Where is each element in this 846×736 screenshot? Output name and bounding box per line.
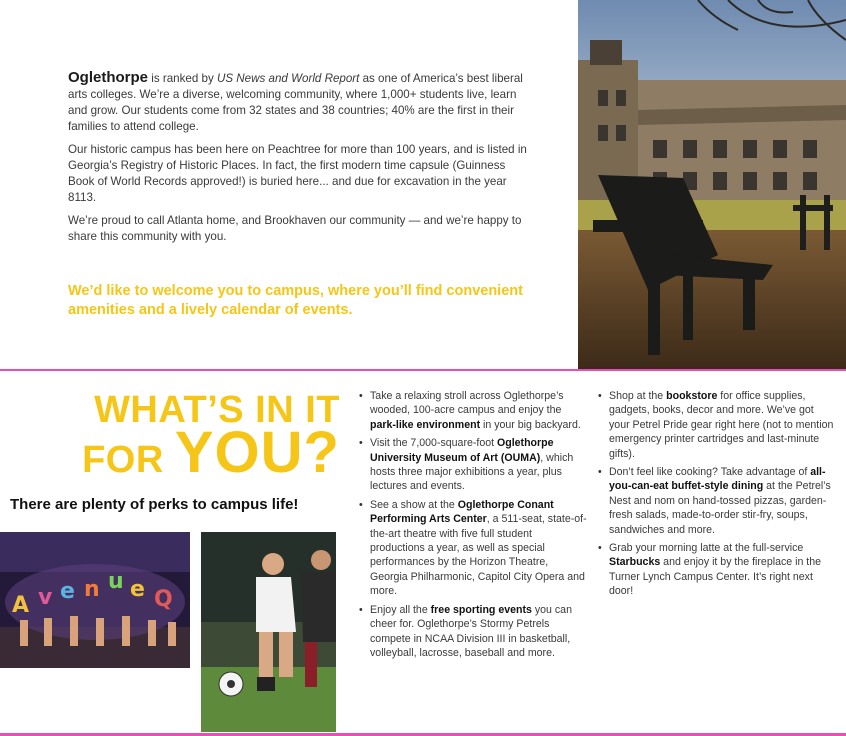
list-item: • Enjoy all the free sporting events you can cheer for. Oglethorpe’s Stormy Petrels compete in NCAA Division III in basketball, volleyball, lacrosse, baseball and more. [358,603,588,661]
stage-letter: e [130,577,145,602]
headline-line-2 [60,420,340,485]
list-item: • Shop at the bookstore for office supplies, gadgets, books, decor and more. We’ve got your Petrel Pride gear right here (not to mention emergency printer cartridges and last-minute gifts). [597,389,837,461]
intro-p1-text-a: is ranked by [148,72,217,85]
headline-line-1: WHAT’S IN IT [94,389,340,431]
intro-paragraph-2: Our historic campus has been here on Peachtree for more than 100 years, and is listed in Georgia’s Registry of Historic Places. In fact, the first modern time capsule (Guinness Book of World Records approved!) is buried here... and due for excavation in the year 8113. [68,143,527,204]
intro-paragraph-3: We’re proud to call Atlanta home, and Brookhaven our community — and we’re happy to share this community with you. [68,214,522,243]
list-item: • Take a relaxing stroll across Oglethorpe’s wooded, 100-acre campus and enjoy the park-like environment in your big backyard. [358,389,588,432]
theatre-photo [0,532,190,668]
list-item: • Visit the 7,000-square-foot Oglethorpe University Museum of Art (OUMA), which hosts three major exhibitions a year, plus lectures and events. [358,436,588,494]
stage-letter: Q [154,587,173,612]
amenities-list-1 [358,389,588,660]
stage-letter: e [60,579,75,604]
intro-publication: US News and World Report [216,72,360,85]
amenities-column-1 [358,389,588,664]
soccer-photo [201,532,336,732]
welcome-callout: We’d like to welcome you to campus, where you’ll find convenient amenities and a lively calendar of events. [68,283,523,318]
intro-p1-text-b: as one of America’s best liberal arts colleges. We’re a diverse, welcoming community, where 1,000+ students live, learn and grow. Our students come from 32 states and 38 countries; 40% are the first in their families to attend college. [68,72,523,133]
brand-name: Oglethorpe [68,69,149,86]
stage-letter: A [12,593,30,618]
headline-you: YOU? [174,420,340,485]
list-item: • Grab your morning latte at the full-service Starbucks and enjoy it by the fireplace in the Turner Lynch Campus Center. It’s right next door! [597,541,837,599]
stage-letter: n [84,577,100,602]
amenities-column-2 [597,389,837,603]
headline-for: FOR [82,439,175,481]
stage-letter: u [108,569,124,594]
intro-paragraph-1 [68,70,528,135]
list-item: • See a show at the Oglethorpe Conant Performing Arts Center, a 511-seat, state-of-the-art theatre with five full student productions a year, as well as special performances by the Horizon Theatre, Georgia Philharmonic, Capitol City Opera and more. [358,498,588,599]
perks-subheading: There are plenty of perks to campus life! [10,496,299,513]
campus-photo [578,0,846,369]
amenities-list-2 [597,389,837,599]
section-divider [0,369,846,371]
intro-text [68,70,528,252]
stage-letter: v [38,585,53,610]
headline [60,390,340,483]
list-item: • Don’t feel like cooking? Take advantage of all-you-can-eat buffet-style dining at the Petrel’s Nest and nom on hand-tossed pizzas, garden-fresh salads, made-to-order stir-fry, soups, sandwiches and more. [597,465,837,537]
